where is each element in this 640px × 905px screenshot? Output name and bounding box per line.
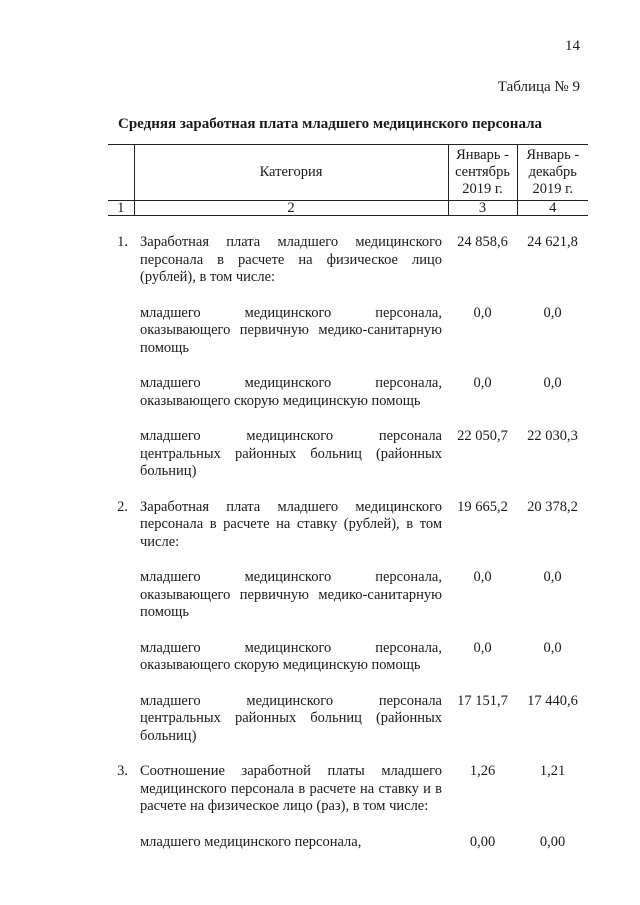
row-label: младшего медицинского персонала, оказывающего скорую медицинскую помощь <box>140 639 442 673</box>
table-row <box>108 763 588 816</box>
value-jan-dec: 17 440,6 <box>527 692 578 709</box>
value-jan-dec: 0,0 <box>543 375 562 391</box>
row-label: Заработная плата младшего медицинского персонала в расчете на физическое лицо (рублей), в том числе: <box>140 234 442 285</box>
table-row <box>108 305 588 358</box>
value-jan-sep: 0,0 <box>473 375 492 391</box>
table-caption: Таблица № 9 <box>497 79 580 95</box>
value-jan-dec: 22 030,3 <box>527 428 578 444</box>
row-number <box>108 305 134 358</box>
row-number <box>108 693 134 746</box>
value-jan-sep: 1,26 <box>469 763 496 779</box>
row-label: младшего медицинского персонала, <box>140 833 362 850</box>
row-label: младшего медицинского персонала, оказывающего первичную медико-санитарную помощь <box>140 569 442 620</box>
value-jan-dec: 0,0 <box>543 639 562 656</box>
row-number <box>108 569 134 622</box>
column-number-row <box>108 201 588 216</box>
value-jan-dec: 0,00 <box>539 833 566 850</box>
value-jan-sep: 0,0 <box>473 304 492 321</box>
column-number: 1 <box>108 201 134 216</box>
page-number: 14 <box>565 38 580 54</box>
row-number: 3. <box>117 763 128 779</box>
value-jan-sep: 0,0 <box>473 639 492 656</box>
table-row <box>108 693 588 746</box>
row-label: Соотношение заработной платы младшего медицинского персонала в расчете на ставку и в расчете на физическое лицо (раз), в том числе: <box>140 763 442 814</box>
value-jan-sep: 17 151,7 <box>457 692 508 709</box>
header-cell-category: Категория <box>134 145 448 201</box>
value-jan-dec: 1,21 <box>539 763 566 779</box>
column-number: 3 <box>448 201 517 216</box>
row-number: 1. <box>117 234 128 250</box>
table-row <box>108 640 588 675</box>
value-jan-dec: 20 378,2 <box>527 498 578 515</box>
value-jan-dec: 0,0 <box>543 304 562 321</box>
table-row <box>108 375 588 410</box>
header-cell-number <box>108 145 134 201</box>
row-label: Заработная плата младшего медицинского персонала в расчете на ставку (рублей), в том числе: <box>140 498 442 550</box>
document-title: Средняя заработная плата младшего медицинского персонала <box>117 116 542 132</box>
table-row <box>108 569 588 622</box>
column-number: 2 <box>134 201 448 216</box>
row-number <box>108 428 134 481</box>
value-jan-sep: 24 858,6 <box>457 234 508 250</box>
table-row <box>108 428 588 481</box>
salary-table <box>108 144 588 851</box>
value-jan-sep: 22 050,7 <box>457 428 508 444</box>
row-number <box>108 834 134 852</box>
table-row <box>108 499 588 552</box>
row-label: младшего медицинского персонала, оказывающего первичную медико-санитарную помощь <box>140 304 442 356</box>
row-label: младшего медицинского персонала, оказывающего скорую медицинскую помощь <box>140 375 442 409</box>
row-label: младшего медицинского персонала центральных районных больниц (районных больниц) <box>140 428 442 479</box>
row-label: младшего медицинского персонала центральных районных больниц (районных больниц) <box>140 692 442 744</box>
row-number: 2. <box>117 498 128 515</box>
value-jan-dec: 0,0 <box>543 569 562 585</box>
table-row <box>108 834 588 852</box>
header-cell-jan-sep: Январь - сентябрь 2019 г. <box>448 145 517 201</box>
header-cell-jan-dec: Январь - декабрь 2019 г. <box>517 145 588 201</box>
row-number <box>108 375 134 410</box>
value-jan-sep: 19 665,2 <box>457 498 508 515</box>
column-number: 4 <box>517 201 588 216</box>
table-row <box>108 234 588 287</box>
value-jan-dec: 24 621,8 <box>527 234 578 250</box>
value-jan-sep: 0,0 <box>473 569 492 585</box>
row-number <box>108 640 134 675</box>
value-jan-sep: 0,00 <box>469 833 496 850</box>
table-header-row <box>108 145 588 201</box>
